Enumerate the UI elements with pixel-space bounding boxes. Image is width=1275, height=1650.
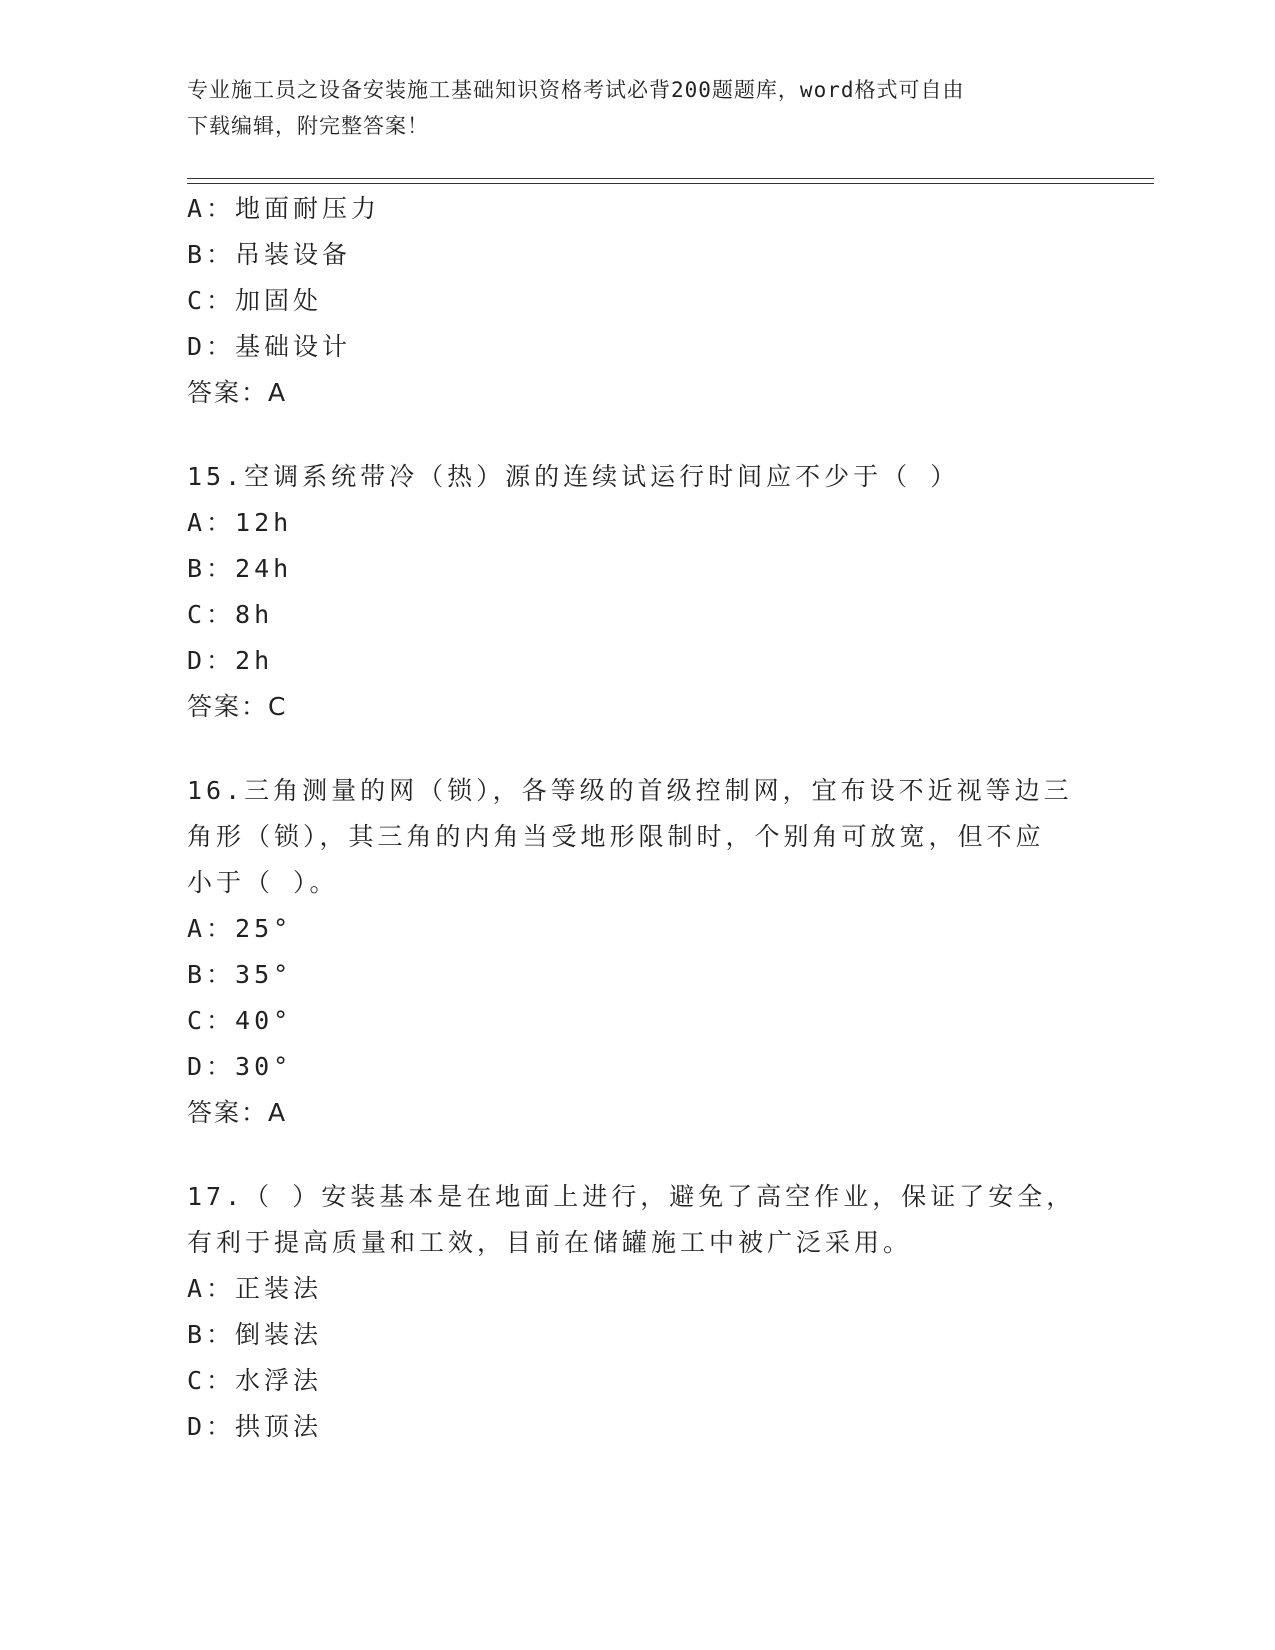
option-b: B：吊装设备: [187, 240, 352, 269]
option-b: B：24h: [187, 554, 293, 583]
header-divider-top: [187, 178, 1154, 179]
question-14: [187, 186, 1087, 416]
answer-line: 答案：C: [187, 692, 288, 721]
question-stem: 15.空调系统带冷（热）源的连续试运行时间应不少于（ ）: [187, 462, 960, 491]
header-divider-bottom: [187, 183, 1154, 184]
spacer: [187, 1136, 1087, 1174]
option-d: D：基础设计: [187, 332, 352, 361]
question-stem-line-1: 16.三角测量的网（锁），各等级的首级控制网，宜布设不近视等边三: [187, 776, 1073, 805]
spacer: [187, 730, 1087, 768]
option-b: B：倒装法: [187, 1320, 323, 1349]
question-stem-line-2: 角形（锁），其三角的内角当受地形限制时，个别角可放宽，但不应: [187, 822, 1045, 851]
option-d: D：30°: [187, 1052, 293, 1081]
option-c: C：加固处: [187, 286, 323, 315]
document-header: [187, 72, 1067, 144]
answer-line: 答案：A: [187, 378, 288, 407]
header-line-2: 下载编辑，附完整答案！: [187, 114, 429, 138]
option-c: C：水浮法: [187, 1366, 323, 1395]
spacer: [187, 416, 1087, 454]
header-line-1: 专业施工员之设备安装施工基础知识资格考试必背200题题库，word格式可自由: [187, 78, 965, 102]
question-15: [187, 454, 1087, 730]
question-16: [187, 768, 1087, 1136]
option-a: A：地面耐压力: [187, 194, 381, 223]
option-c: C：8h: [187, 600, 274, 629]
question-list: [187, 186, 1087, 1450]
question-stem-line-2: 有利于提高质量和工效，目前在储罐施工中被广泛采用。: [187, 1228, 913, 1257]
question-stem-line-1: 17.（ ）安装基本是在地面上进行，避免了高空作业，保证了安全，: [187, 1182, 1076, 1211]
option-d: D：拱顶法: [187, 1412, 323, 1441]
option-c: C：40°: [187, 1006, 293, 1035]
option-a: A：正装法: [187, 1274, 323, 1303]
option-a: A：12h: [187, 508, 293, 537]
option-b: B：35°: [187, 960, 293, 989]
question-stem-line-3: 小于（ ）。: [187, 868, 339, 897]
answer-line: 答案：A: [187, 1098, 288, 1127]
option-d: D：2h: [187, 646, 274, 675]
option-a: A：25°: [187, 914, 293, 943]
question-17: [187, 1174, 1087, 1450]
